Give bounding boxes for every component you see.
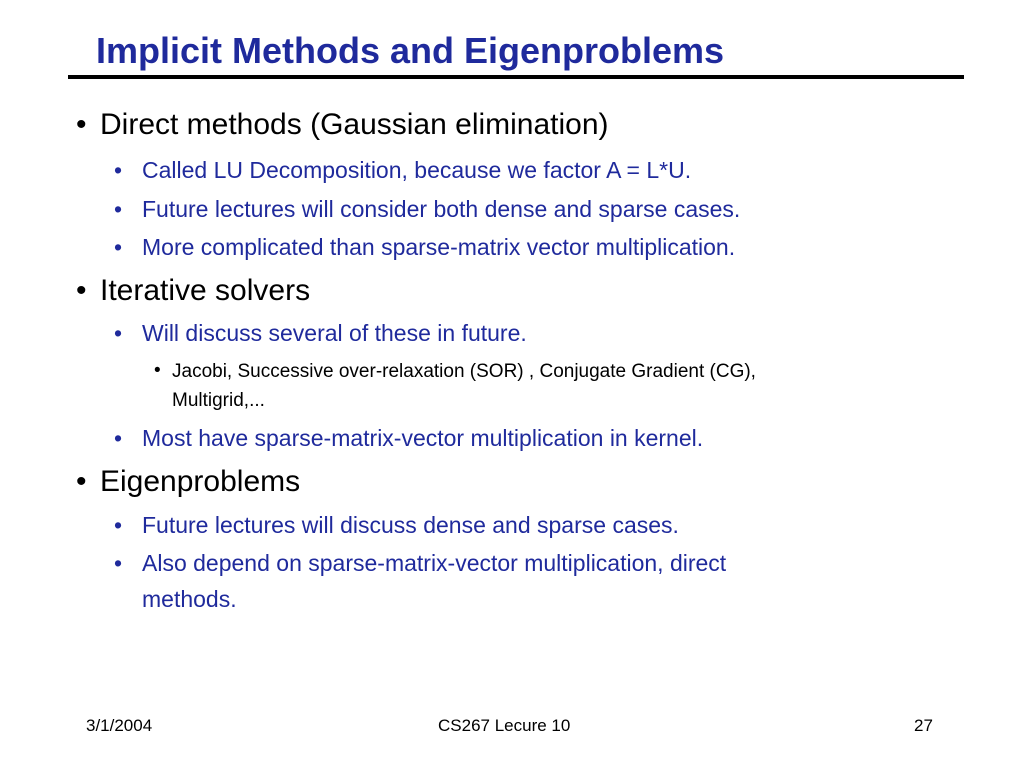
bullet-marker: • bbox=[114, 157, 123, 183]
bullet-text-line1: Jacobi, Successive over-relaxation (SOR) , Conjugate Gradient (CG), bbox=[172, 361, 756, 382]
bullet-marker: • bbox=[76, 465, 87, 498]
bullet-marker: • bbox=[114, 320, 123, 346]
title-underline bbox=[68, 75, 964, 79]
bullet-marker: • bbox=[114, 234, 123, 260]
bullet-text-line2: methods. bbox=[142, 586, 237, 612]
bullet-text-line2: Multigrid,... bbox=[172, 390, 265, 411]
bullet-marker: • bbox=[114, 512, 123, 538]
bullet-text: Will discuss several of these in future. bbox=[142, 320, 527, 346]
bullet-marker: • bbox=[154, 360, 161, 381]
bullet-text: Called LU Decomposition, because we factor A = L*U. bbox=[142, 157, 692, 183]
bullet-marker: • bbox=[114, 196, 123, 222]
bullet-marker: • bbox=[114, 425, 123, 451]
bullet-text: Iterative solvers bbox=[100, 274, 311, 307]
footer-date: 3/1/2004 bbox=[86, 716, 153, 735]
bullet-text: Future lectures will discuss dense and sparse cases. bbox=[142, 512, 679, 538]
bullet-text: Most have sparse-matrix-vector multiplication in kernel. bbox=[142, 425, 704, 451]
slide-title: Implicit Methods and Eigenproblems bbox=[96, 30, 725, 71]
bullet-marker: • bbox=[114, 550, 123, 576]
bullet-text: More complicated than sparse-matrix vector multiplication. bbox=[142, 234, 736, 260]
footer-course: CS267 Lecure 10 bbox=[438, 716, 571, 735]
bullet-text: Eigenproblems bbox=[100, 465, 301, 498]
bullet-text-line1: Also depend on sparse-matrix-vector multiplication, direct bbox=[142, 550, 727, 576]
bullet-text: Future lectures will consider both dense and sparse cases. bbox=[142, 196, 741, 222]
bullet-marker: • bbox=[76, 274, 87, 307]
bullet-text: Direct methods (Gaussian elimination) bbox=[100, 108, 609, 141]
footer-page-number: 27 bbox=[914, 716, 933, 735]
bullet-marker: • bbox=[76, 108, 87, 141]
